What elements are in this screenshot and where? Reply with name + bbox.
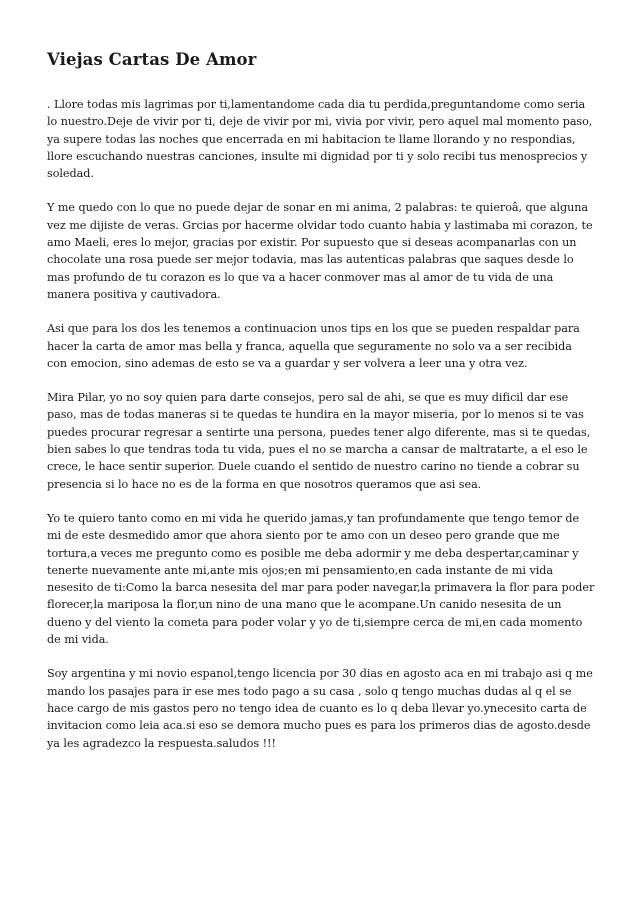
paragraph-4: Mira Pilar, yo no soy quien para darte consejos, pero sal de ahi, se que es muy dificil dar ese paso, mas de todas maneras si te quedas te hundira en la mayor miseria, por lo menos si te vas puedes procurar regresar a sentirte una persona, puedes tener algo diferente, mas si te quedas, bien sabes lo que tendras toda tu vida, pues el no se marcha a cansar de maltratarte, a el eso le crece, le hace sentir superior. Duele cuando el sentido de nuestro carino no tiende a cobrar su presencia si lo hace no es de la forma en que nosotros queramos que asi sea. (47, 391, 591, 491)
document-page (47, 48, 595, 769)
paragraph-6: Soy argentina y mi novio espanol,tengo licencia por 30 dias en agosto aca en mi trabajo asi q me mando los pasajes para ir ese mes todo pago a su casa , solo q tengo muchas dudas al q el se hace cargo de mis gastos pero no tengo idea de cuanto es lo q deba llevar yo.ynecesito carta de invitacion como leia aca.si eso se demora mucho pues es para los primeros dias de agosto.desde ya les agradezco la respuesta.saludos !!! (47, 667, 593, 750)
paragraph-1: . Llore todas mis lagrimas por ti,lamentandome cada dia tu perdida,preguntandome como seria lo nuestro.Deje de vivir por ti, deje de vivir por mi, vivia por vivir, pero aquel mal momento paso, ya supere todas las noches que encerrada en mi habitacion te llame llorando y no respondias, llore escuchando nuestras canciones, insulte mi dignidad por ti y solo recibi tus menosprecios y soledad. (47, 98, 593, 181)
document-title: Viejas Cartas De Amor (47, 50, 257, 69)
paragraph-3: Asi que para los dos les tenemos a continuacion unos tips en los que se pueden respaldar para hacer la carta de amor mas bella y franca, aquella que seguramente no solo va a ser recibida con emocion, sino ademas de esto se va a guardar y ser volvera a leer una y otra vez. (47, 322, 580, 370)
paragraph-2: Y me quedo con lo que no puede dejar de sonar en mi anima, 2 palabras: te quieroâ, que alguna vez me dijiste de veras. Grcias por hacerme olvidar todo cuanto habia y lastimaba mi corazon, te amo Maeli, eres lo mejor, gracias por existir. Por supuesto que si deseas acompanarlas con un chocolate una rosa puede ser mejor todavia, mas las autenticas palabras que saques desde lo mas profundo de tu corazon es lo que va a hacer conmover mas al amor de tu vida de una manera positiva y cautivadora. (47, 201, 593, 301)
paragraph-5: Yo te quiero tanto como en mi vida he querido jamas,y tan profundamente que tengo temor de mi de este desmedido amor que ahora siento por te amo con un deseo pero grande que me tortura,a veces me pregunto como es posible me deba adormir y me deba despertar,caminar y tenerte nuevamente ante mi,ante mis ojos;en mi pensamiento,en cada instante de mi vida nesesito de ti:Como la barca nesesita del mar para poder navegar,la primavera la flor para poder florecer,la mariposa la flor,un nino de una mano que le acompane.Un canido nesesita de un dueno y del viento la cometa para poder volar y yo de ti,siempre cerca de mi,en cada momento de mi vida. (47, 511, 595, 647)
